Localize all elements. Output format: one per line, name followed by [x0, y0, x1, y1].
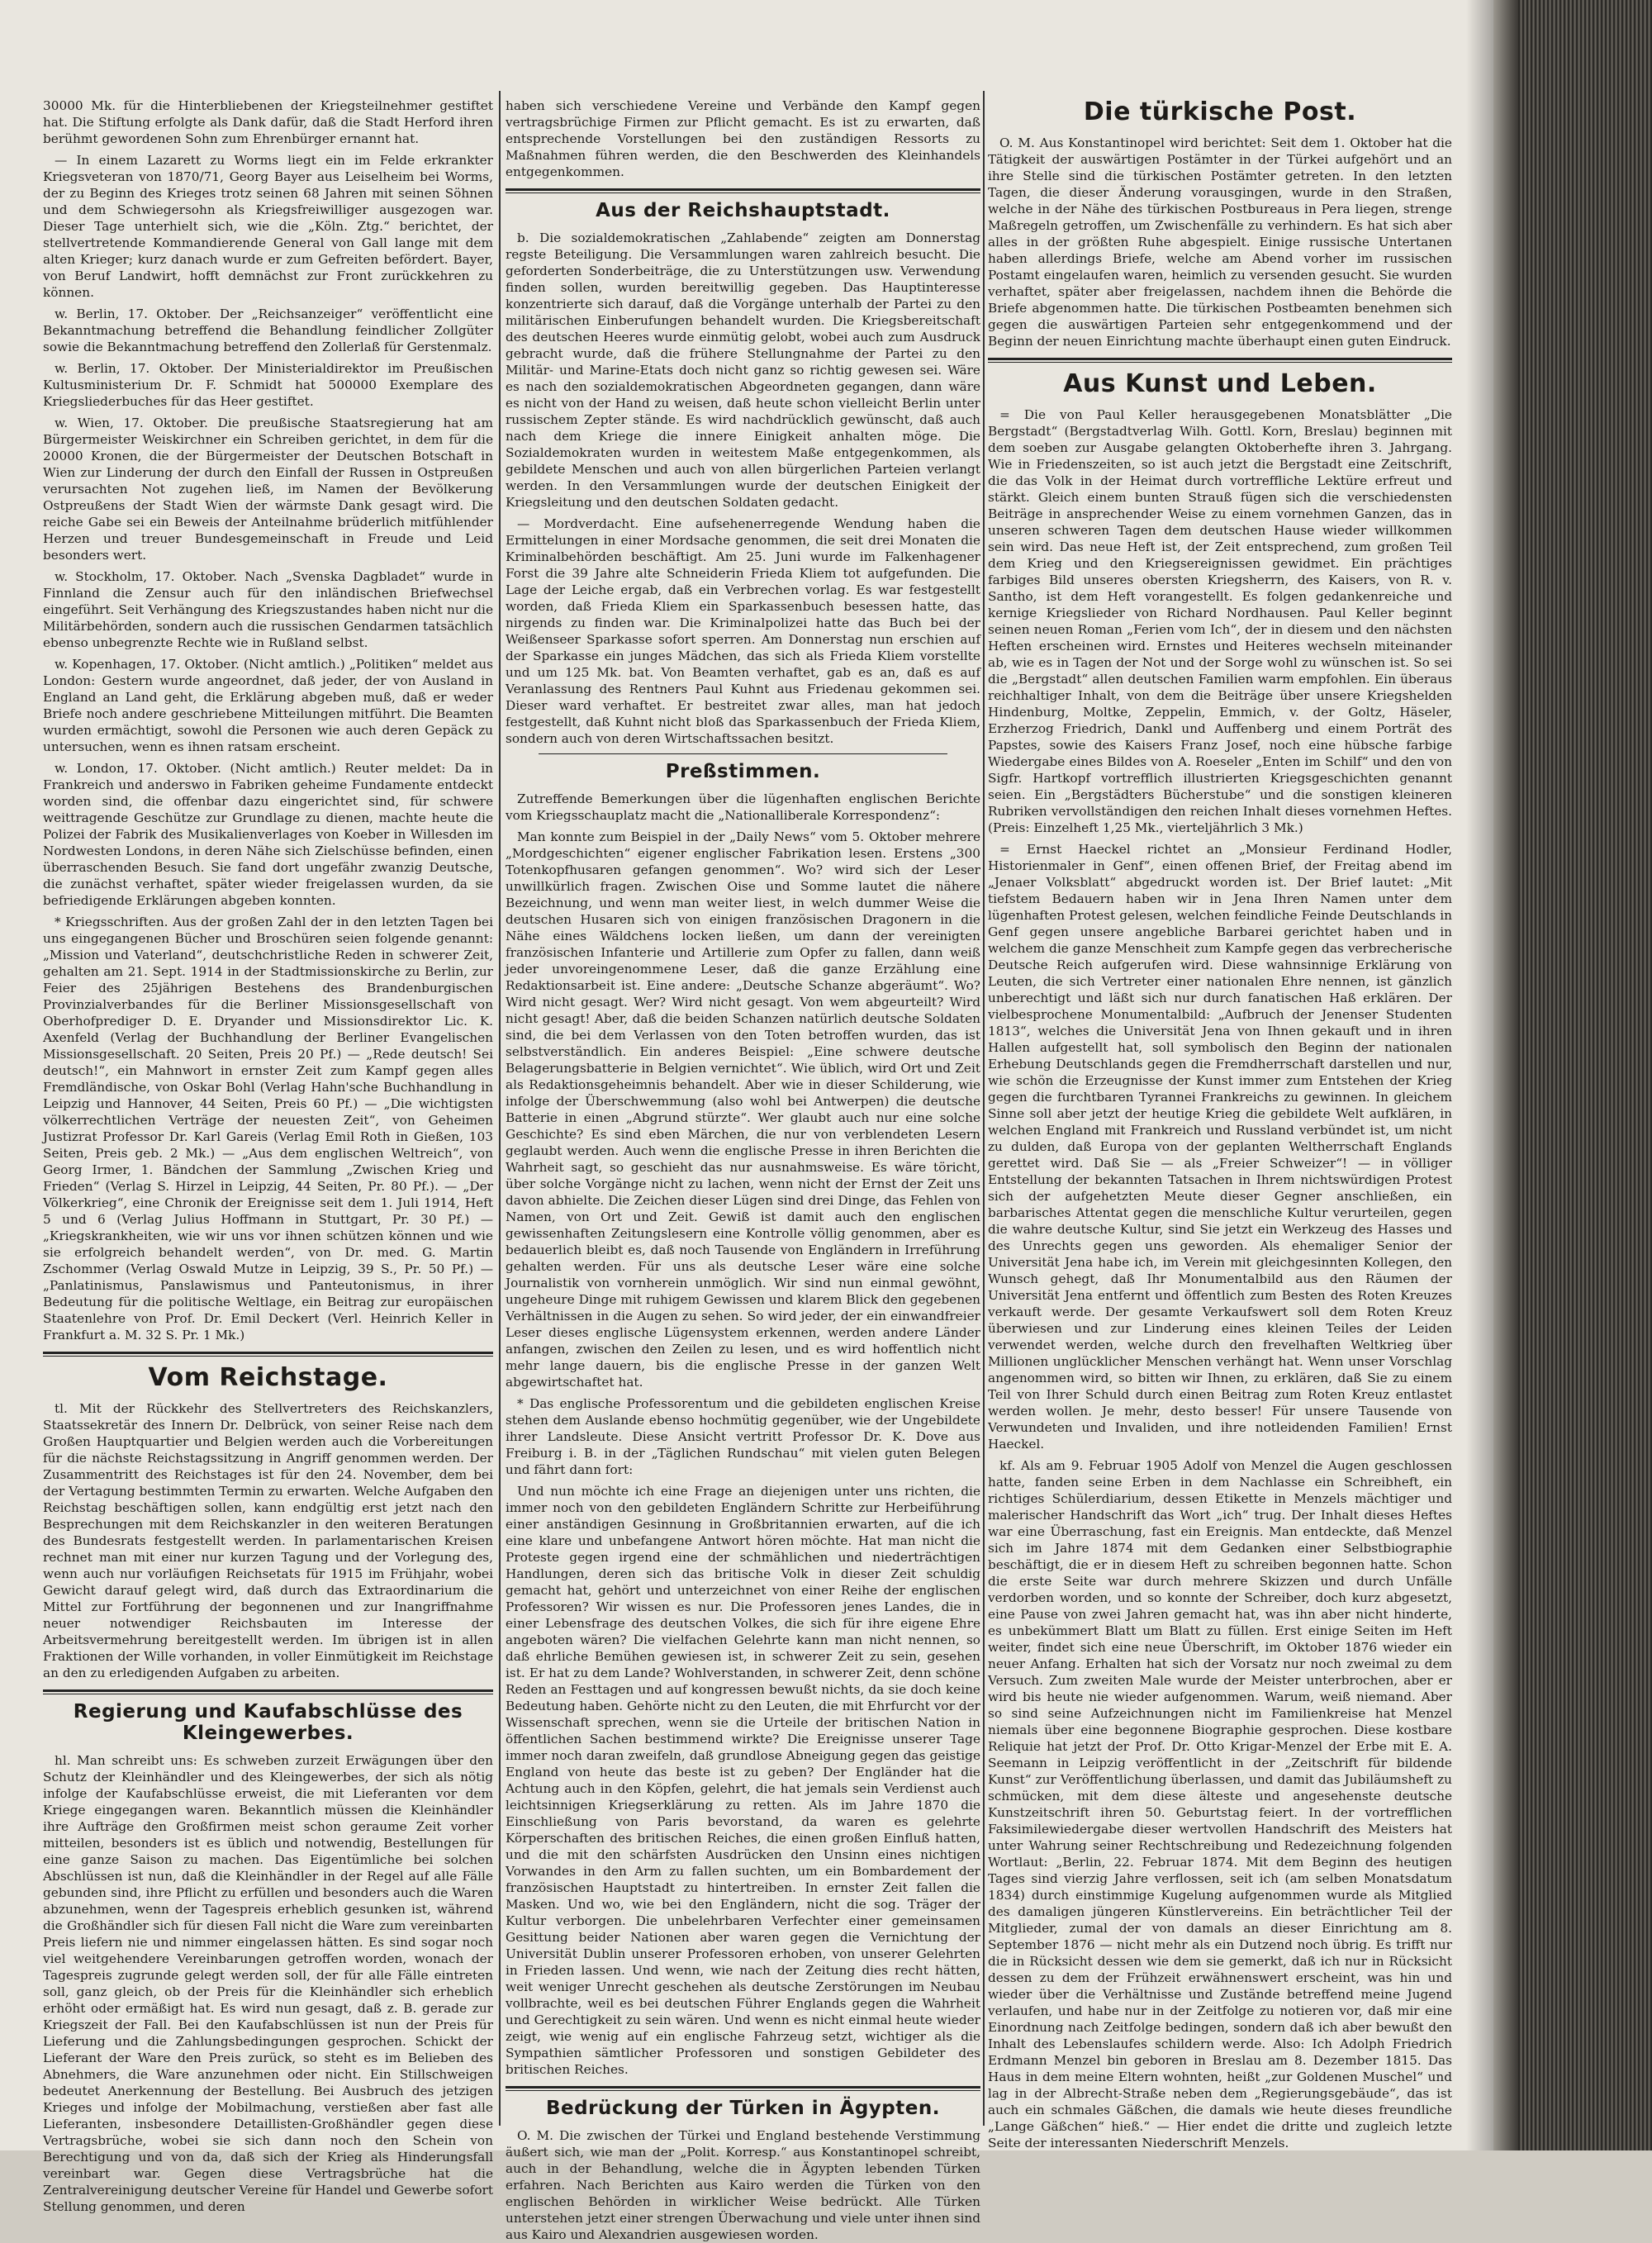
article-paragraph: b. Die sozialdemokratischen „Zahlabende“ zeigten am Donnerstag regste Beteiligung. Die Versammlungen waren zahlreich besucht. Die geforderten Sonderbeiträge, die zu Unterstützungen usw. Verwendung finden sollen, wurden bereitwillig gegeben. Das Hauptinteresse konzentrierte sich darauf, daß die Vorgänge unterhalb der Partei zu den militärischen Einberufungen behandelt wurden. Die Kriegsbereitschaft des deutschen Heeres wurde einmütig gelobt, wobei auch zum Ausdruck gebracht wurde, daß die frühere Stellungnahme der Partei zu den Militär- und Marine-Etats doch nicht ganz so richtig gewesen sei. Wäre es nach den sozialdemokratischen Abgeordneten gegangen, dann wäre es nicht von der Hand zu weisen, daß heute schon vielleicht Berlin unter russischem Zepter stände. Es wird nachdrücklich gewünscht, daß auch nach dem Kriege die innere Einigkeit anhalten möge. Die Sozialdemokraten wurden in weitestem Maße entgegenkommen, als gebildete Menschen und auch von allen bürgerlichen Parteien verlangt werden. In den Versammlungen wurde der deutschen Einigkeit der Kriegsleitung und den deutschen Soldaten gedacht. — [506, 230, 980, 510]
column-right — [988, 97, 1452, 2150]
section-divider — [988, 358, 1452, 363]
section-heading: Aus Kunst und Leben. — [1063, 369, 1377, 398]
article-paragraph: * Das englische Professorentum und die gebildeten englischen Kreise stehen dem Auslande ebenso hochmütig gegenüber, wie der Ungebildete ihrer Landsleute. Diese Ansicht vertritt Professor Dr. K. Dove aus Freiburg i. B. in der „Täglichen Rundschau“ mit vielen guten Belegen und fährt dann fort: — [506, 1396, 980, 1477]
article-paragraph: Und nun möchte ich eine Frage an diejenigen unter uns richten, die immer noch von den gebildeten Engländern Schritte zur Herbeiführung einer anständigen Gesinnung in Großbritannien erwarten, auf die ich eine klare und unbefangene Antwort hören möchte. Hat man nicht die Proteste gegen irgend eine der schmählichen und niederträchtigen Handlungen, deren sich das britische Volk in dieser Zeit schuldig gemacht hat, gehört und unterzeichnet von einer Reihe der englischen Professoren? Wir wissen es nur. Die Professoren jenes Landes, die in einer Lebensfrage des deutschen Volkes, die sich für ihre eigene Ehre angeboten wären? Die vielfachen Gelehrte kann man nicht nennen, so daß ehrliche Bemühen gewiesen ist, in schwerer Zeit zu sein, gesehen ist. Er hat zu dem Lande? Wohlverstanden, in schwerer Zeit, denn schöne Reden an Festtagen und auf kongressen bewußt nichts, da sie doch keine Bedeutung haben. Gehörte nicht zu den Leuten, die mit Ehrfurcht vor der Wissenschaft sprechen, wenn sie die Urteile der britischen Nation in öffentlichen Sachen bestimmend wirkte? Die Ereignisse unserer Tage immer noch daran zweifeln, daß grundlose Abneigung gegen das geistige England von heute das beste ist zu geben? Der Engländer hat die Achtung auch in den Köpfen, gelehrt, die hat jemals sein Verdienst auch leichtsinnigen Kriegserklärung zu retten. Als im Jahre 1870 die Einschließung von Paris bevorstand, da waren es gelehrte Körperschaften des britischen Reiches, die einen großen Einfluß hatten, und die mit den schärfsten Ausdrücken den Unsinn eines nichtigen Vorwandes in den Arm zu fallen suchten, um ein Bombardement der französischen Hauptstadt zu hintertreiben. In ernster Zeit fallen die Masken. Und wo, wie bei den Engländern, nicht die sog. Träger der Kultur verborgen. Die unbelehrbaren Verfechter einer gemeinsamen Gesittung beider Nationen aber waren gegen die Vernichtung der Universität Dublin unserer Professoren erhoben, von unserer Gelehrten in Frieden lassen. Und wenn, wie nach der Zeitung dies recht hätten, weit weniger Unrecht geschehen als deutsche Zerstörungen im Neubau vollbrachte, weil es bei deutschen Führer Englands gegen die Wahrheit und Gerechtigkeit zu sein wären. Und wenn es nicht einmal heute wieder zeigt, wie wenig auf ein englische Fahrzeug setzt, wichtiger als die Sympathien sämtlicher Professoren und sonstigen Gebildeter des britischen Reiches. — [506, 1484, 980, 2077]
column-middle — [506, 97, 980, 2242]
article-paragraph: O. M. Die zwischen der Türkei und England bestehende Verstimmung äußert sich, wie man der „Polit. Korresp.“ aus Konstantinopel schreibt, auch in der Behandlung, welche die in Ägypten lebenden Türken erfahren. Nach Berichten aus Kairo werden die Türken von den englischen Behörden in wirklicher Weise bedrückt. Alle Türken unterstehen jetzt einer strengen Überwachung und viele unter ihnen sind aus Kairo und Alexandrien ausgewiesen worden. — [506, 2128, 980, 2242]
column-left — [43, 97, 493, 2214]
section-divider — [43, 1689, 493, 1694]
article-paragraph: O. M. Aus Konstantinopel wird berichtet: Seit dem 1. Oktober hat die Tätigkeit der auswärtigen Postämter in der Türkei aufgehört und an ihre Stelle sind die türkischen Postämter getreten. In den letzten Tagen, die dieser Änderung vorausgingen, wurde in den Straßen, welche in der Nähe des türkischen Postbureaus in Pera liegen, strenge Maßregeln getroffen, um Zwischenfälle zu verhindern. Es hat sich aber alles in der größten Ruhe abgespielt. Einige russische Untertanen haben allerdings Briefe, welche am Abend vorher im russischen Postamt eingelaufen waren, heimlich zu versenden gesucht. Sie wurden verhaftet, später aber freigelassen, nachdem ihnen die Behörde die Briefe abgenommen hatte. Die türkischen Postbeamten benehmen sich gegen die auswärtigen Parteien sehr entgegenkommend und der Beginn der neuen Einrichtung machte überhaupt einen guten Eindruck. — [988, 135, 1452, 349]
article-paragraph: * Kriegsschriften. Aus der großen Zahl der in den letzten Tagen bei uns eingegangenen Bücher und Broschüren seien folgende genannt: „Mission und Vaterland“, deutschchristliche Reden in schwerer Zeit, gehalten am 21. Sept. 1914 in der Stadtmissionskirche zu Berlin, zur Feier des 25jährigen Bestehens des Brandenburgischen Provinzialverbandes für die Berliner Missionsgesellschaft von Oberhofprediger D. E. Dryander und Missionsdirektor Lic. K. Axenfeld (Verlag der Buchhandlung der Berliner Evangelischen Missionsgesellschaft. 20 Seiten, Preis 20 Pf.) — „Rede deutsch! Sei deutsch!“, ein Mahnwort in ernster Zeit zum Kampf gegen alles Fremdländische, von Oskar Bohl (Verlag Hahn'sche Buchhandlung in Leipzig und Hannover, 44 Seiten, Preis 60 Pf.) — „Die wichtigsten völkerrechtlichen Verträge der neuesten Zeit“, von Geheimen Justizrat Professor Dr. Karl Gareis (Verlag Emil Roth in Gießen, 103 Seiten, Preis geb. 2 Mk.) — „Aus dem englischen Weltreich“, von Georg Irmer, 1. Bändchen der Sammlung „Zwischen Krieg und Frieden“ (Verlag S. Hirzel in Leipzig, 44 Seiten, Pr. 80 Pf.). — „Der Völkerkrieg“, eine Chronik der Ereignisse seit dem 1. Juli 1914, Heft 5 und 6 (Verlag Julius Hoffmann in Stuttgart, Pr. 30 Pf.) — „Kriegskrankheiten, wie wir uns vor ihnen schützen können und wie sie erfolgreich behandelt werden“, von Dr. med. G. Martin Zschommer (Verlag Oswald Mutze in Leipzig, 39 S., Pr. 50 Pf.) — „Panlatinismus, Panslawismus und Panteutonismus, in ihrer Bedeutung für die politische Weltlage, ein Beitrag zur europäischen Staatenlehre von Prof. Dr. Emil Deckert (Verl. Heinrich Keller in Frankfurt a. M. 32 S. Pr. 1 Mk.) — [43, 915, 493, 1342]
article-paragraph: = Ernst Haeckel richtet an „Monsieur Ferdinand Hodler, Historienmaler in Genf“, einen offenen Brief, der Freitag abend im „Jenaer Volksblatt“ abgedruckt worden ist. Der Brief lautet: „Mit tiefstem Bedauern haben wir in Jena Ihren Namen unter dem lügenhaften Protest gelesen, welchen feindliche Feinde Deutschlands in Genf gegen unsere angebliche Barbarei gerichtet haben und in welchem die ganze Menschheit zum Kampfe gegen das verbrecherische Deutsche Reich aufgerufen wird. Diese wahnsinnige Erklärung von Leuten, die sich Vertreter einer nationalen Ehre nennen, ist gänzlich unberechtigt und läßt sich nur durch fanatischen Haß erklären. Der vielbesprochene Monumentalbild: „Aufbruch der Jenenser Studenten 1813“, welches die Universität Jena von Ihnen gekauft und in ihren Hallen aufgestellt hat, soll symbolisch den Beginn der nationalen Erhebung Deutschlands gegen die Fremdherrschaft darstellen und nur, wie schön die Erzeugnisse der Kunst immer zum Entstehen der Krieg gegen die furchtbaren Tyrannei Frankreichs zu gewinnen. In gleichem Sinne soll aber jetzt der heutige Krieg die gebildete Welt aufklären, in welchen England mit Frankreich und Russland verbündet ist, um nicht zu dulden, daß Europa von der geplanten Weltherrschaft Englands gerettet wird. Daß Sie — als „Freier Schweizer“! — in völliger Entstellung der bekannten Tatsachen in Ihrem nichtswürdigen Protest sich der aufgehetzten Meute dieser Gegner anschließen, ein barbarisches Attentat gegen die menschliche Kultur verurteilen, gegen die wahre deutsche Kultur, sind Sie jetzt ein Werkzeug des Hasses und des Unrechts gegen uns geworden. Als ehemaliger Senior der Universität Jena habe ich, im Verein mit gleichgesinnten Kollegen, den Wunsch gehegt, daß Ihr Monumentalbild aus den Räumen der Universität Jena entfernt und öffentlich zum Besten des Roten Kreuzes verkauft werde. Der gesamte Verkaufswert soll dem Roten Kreuz überwiesen und zur Linderung eines kleinen Teiles der Leiden verwendet werden, welche durch den frevelhaften Weltkrieg über Millionen unglücklicher Menschen verhängt hat. Wenn unser Vorschlag angenommen wird, so bitten wir Ihnen, zu erklären, daß Sie zu einem Teil von Ihrer Schuld durch einen Beitrag zum Roten Kreuz entlastet werden wollen. Je mehr, desto besser! Für unsere Tausende von Verwundeten und Invaliden, und ihre notleidenden Familien! Ernst Haeckel. — [988, 842, 1452, 1452]
article-paragraph: w. London, 17. Oktober. (Nicht amtlich.) Reuter meldet: Da in Frankreich und anderswo in Fabriken geheime Fundamente entdeckt worden sind, die offenbar dazu eingerichtet sind, für schwere weittragende Geschütze zur Grundlage zu dienen, machte heute die Polizei der Fabrik des Musikalienverlages von Koeber in Willesden im Nordwesten Londons, in deren Nähe sich Zielschüsse befinden, einen überraschenden Besuch. Sie fand dort ungefähr zwanzig Deutsche, die zunächst verhaftet, später wieder freigelassen wurden, da sie befriedigende Erklärungen abgeben konnten. — [43, 761, 493, 908]
article-paragraph: — Mordverdacht. Eine aufsehenerregende Wendung haben die Ermittelungen in einer Mordsache genommen, die seit drei Monaten die Kriminalbehörden beschäftigt. Am 25. Juni wurde im Falkenhagener Forst die 39 Jahre alte Schneiderin Frieda Kliem tot aufgefunden. Die Lage der Leiche ergab, daß ein Verbrechen vorlag. Es war festgestellt worden, daß Frieda Kliem ein Sparkassenbuch besessen hatte, das nirgends zu finden war. Die Kriminalpolizei hatte das Buch bei der Weißenseer Sparkasse sofort sperren. Am Donnerstag nun erschien auf der Sparkasse ein junges Mädchen, das sich als Frieda Kliem vorstellte und um 125 Mk. bat. Von Beamten verhaftet, gab es an, daß es auf Veranlassung des Rentners Paul Kuhnt aus Friedenau gekommen sei. Dieser ward verhaftet. Er bestreitet zwar alles, man hat jedoch festgestellt, daß Kuhnt nicht bloß das Sparkassenbuch der Frieda Kliem, sondern auch von deren Wirtschaftssachen besitzt. — [506, 516, 980, 746]
article-paragraph: w. Stockholm, 17. Oktober. Nach „Svenska Dagbladet“ wurde in Finnland die Zensur auch für den inländischen Briefwechsel eingeführt. Seit Verhängung des Kriegszustandes haben nicht nur die Militärbehörden, sondern auch die russischen Gendarmen tatsächlich ebenso unbegrenzte Rechte wie in Rußland selbst. — [43, 569, 493, 650]
section-heading: Aus der Reichshauptstadt. — [596, 200, 890, 221]
column-rule — [983, 91, 985, 2126]
article-paragraph: kf. Als am 9. Februar 1905 Adolf von Menzel die Augen geschlossen hatte, fanden seine Erben in dem Nachlasse ein Schreibheft, ein richtiges Schülerdiarium, dessen Etikette in Menzels mächtiger und malerischer Handschrift das Wort „ich“ trug. Der Inhalt dieses Heftes war eine Überraschung, fast ein Ereignis. Man entdeckte, daß Menzel sich im Jahre 1874 mit dem Gedanken einer Selbstbiographie beschäftigt, die er in diesem Heft zu schreiben begonnen hatte. Schon die erste Seite war durch mehrere Skizzen und durch Unfälle verdorben worden, und so konnte der Schreiber, doch kurz abgesetzt, eine Pause von zwei Jahren gemacht hat, was ihn aber nicht hinderte, es unbekümmert Blatt um Blatt zu füllen. Erst einige Seiten im Heft weiter, findet sich eine neue Überschrift, im Oktober 1876 wieder ein neuer Anfang. Erhalten hat sich der Vorsatz nur noch zweimal zu dem Versuch. Zum zweiten Male wurde der Meister unterbrochen, aber er wird bis heute nie wieder aufgenommen. Warum, weiß niemand. Aber so sind seine Aufzeichnungen nicht im Familienkreise hat Menzel niemals über eine begonnene Biographie gesprochen. Diese kostbare Reliquie hat jetzt der Prof. Dr. Otto Krigar-Menzel der Erbe mit E. A. Seemann in Leipzig veröffentlicht in der „Zeitschrift für bildende Kunst“ zur Veröffentlichung überlassen, und damit das Jubiläumsheft zu schmücken, mit dem diese älteste und angesehenste deutsche Kunstzeitschrift ihren 50. Geburtstag feiert. In der vortrefflichen Faksimilewiedergabe dieser wertvollen Handschrift des Meisters hat unter Wahrung seiner Rechtschreibung und Redezeichnung folgenden Wortlaut: „Berlin, 22. Februar 1874. Mit dem Beginn des heutigen Tages sind vierzig Jahre verflossen, seit ich (am selben Monatsdatum 1834) durch einstimmige Kugelung aufgenommen wurde als Mitglied des damaligen jüngeren Künstlervereins. Ein beträchtlicher Teil der Mitglieder, zumal der von damals an dieser Einrichtung am 8. September 1876 — nicht mehr als ein Dutzend noch übrig. Es trifft nur die in Rücksicht dessen wie dem sie gemerkt, daß ich nur in Rücksicht dessen zu dem der Frühzeit erwähnenswert erscheint, was hin und wieder über die Verhältnisse und Zustände betreffend meine Jugend verlaufen, und habe nur in der Zeitfolge zu notieren vor, daß mir eine Einordnung nach Zeitfolge bedingen, sondern daß ich aber bewußt den Inhalt des Lebenslaufes schildern werde. Also: Ich Adolph Friedrich Erdmann Menzel bin geboren in Breslau am 8. Dezember 1815. Das Haus in dem meine Eltern wohnten, heißt „zur Goldenen Muschel“ und lag in der Albrecht-Straße neben dem „Regierungsgebäude“, das ist auch ein schmales Gäßchen, die damals wie heute dieses freundliche „Lange Gäßchen“ hieß.“ — Hier endet die dritte und zugleich letzte Seite der interessanten Niederschrift Menzels. — [988, 1458, 1452, 2150]
article-paragraph: tl. Mit der Rückkehr des Stellvertreters des Reichskanzlers, Staatssekretär des Innern Dr. Delbrück, von seiner Reise nach dem Großen Hauptquartier und Belgien werden auch die Vorbereitungen für die nächste Reichstagssitzung in Angriff genommen werden. Der Zusammentritt des Reichstages ist für den 24. November, dem bei der Vertagung bestimmten Termin zu erwarten. Welche Aufgaben den Reichstag beschäftigen sollen, kann endgültig erst jetzt nach den Besprechungen mit dem Reichskanzler in den weiteren Beratungen des Bundesrats festgestellt werden. In parlamentarischen Kreisen rechnet man mit einer nur kurzen Tagung und der Vorlegung des, wenn auch nur vorläufigen Reichsetats für 1915 im Frühjahr, wobei Gewicht darauf gelegt wird, daß durch das Extraordinarium die Mittel zur Fortführung der begonnenen und zur Inangriffnahme neuer notwendiger Reichsbauten im Interesse der Arbeitsvermehrung bereitgestellt werden. Im übrigen ist in allen Fraktionen der Wille vorhanden, in voller Einmütigkeit im Reichstage an den zu erledigenden Aufgaben zu arbeiten. — [43, 1401, 493, 1680]
column-rule — [499, 91, 501, 2126]
article-paragraph: w. Berlin, 17. Oktober. Der Ministerialdirektor im Preußischen Kultusministerium Dr. F. Schmidt hat 500000 Exemplare des Kriegsliederbuches für das Heer gestiftet. — [43, 361, 493, 409]
article-paragraph: w. Berlin, 17. Oktober. Der „Reichsanzeiger“ veröffentlicht eine Bekanntmachung betreffend die Behandlung feindlicher Zollgüter sowie die Bekanntmachung betreffend den Zollerlaß für Gerstenmalz. — [43, 307, 493, 354]
section-heading: Bedrückung der Türken in Ägypten. — [546, 2098, 940, 2119]
book-page-edges — [1493, 0, 1652, 2150]
divider — [539, 753, 947, 754]
article-paragraph: = Die von Paul Keller herausgegebenen Monatsblätter „Die Bergstadt“ (Bergstadtverlag Wilh. Gottl. Korn, Breslau) beginnen mit dem soeben zur Ausgabe gelangten Oktoberhefte ihren 3. Jahrgang. Wie in Friedenszeiten, so ist auch jetzt die Bergstadt eine Zeitschrift, die das Volk in der Heimat durch vortreffliche Lektüre erfreut und stärkt. Gleich einem bunten Strauß fügen sich die verschiedensten Beiträge in ansprechender Weise zu einem vornehmen Ganzen, das in unseren schweren Tagen dem deutschen Hause wieder willkommen sein wird. Das neue Heft ist, der Zeit entsprechend, zum großen Teil dem Krieg und den Kriegsereignissen gewidmet. Ein prächtiges farbiges Bild unseres obersten Kriegsherrn, des Kaisers, von R. v. Santho, ist dem Heft vorangestellt. Es folgen gedankenreiche und kernige Kriegslieder von Richard Nordhausen. Paul Keller beginnt seinen neuen Roman „Ferien vom Ich“, der in diesem und den nächsten Heften erscheinen wird. Ernstes und Heiteres wechseln miteinander ab, wie es in Tagen der Not und der Sorge wohl zu wünschen ist. So sei die „Bergstadt“ allen deutschen Familien warm empfohlen. Ein überaus reichhaltiger Inhalt, von dem die Beiträge über unsere Kriegshelden Hindenburg, Moltke, Zeppelin, Emmich, v. der Goltz, Häseler, Erzherzog Friedrich, Dankl und Auffenberg und einem Porträt des Papstes, sowie des Kaisers Franz Josef, noch eine hübsche farbige Wiedergabe eines Bildes von A. Roeseler „Enten im Schilf“ und den von Sigfr. Hartkopf vortrefflich illustrierten Kriegsgeschichten genannt seien. Ein „Bergstädters Bücherstube“ und die sonstigen kleineren Rubriken vervollständigen den reichen Inhalt dieses vornehmen Heftes. (Preis: Einzelheft 1,25 Mk., vierteljährlich 3 Mk.) — [988, 407, 1452, 835]
section-heading: Vom Reichstage. — [148, 1363, 388, 1392]
section-divider — [506, 188, 980, 193]
article-paragraph: hl. Man schreibt uns: Es schweben zurzeit Erwägungen über den Schutz der Kleinhändler und des Kleingewerbes, der sich als nötig infolge der Kaufabschlüsse erweist, die mit Lieferanten vor dem Kriege eingegangen waren. Bekanntlich müssen die Kleinhändler ihre Aufträge den Großfirmen meist schon geraume Zeit vorher mitteilen, besonders ist es üblich und notwendig, Bestellungen für eine ganze Saison zu machen. Das Eigentümliche bei solchen Abschlüssen ist nun, daß die Kleinhändler in der Regel auf alle Fälle gebunden sind, ihre Pflicht zu erfüllen und besonders auch die Waren abzunehmen, wenn der Tagespreis erheblich gesunken ist, während die Großhändler sich für diesen Fall nicht die Ware zum vereinbarten Preis liefern nie und nimmer eingelassen hätten. Es sind sogar noch viel weitgehendere Vereinbarungen getroffen worden, wonach der Tagespreis zugrunde gelegt werden soll, der für alle Fälle eintreten soll, ganz gleich, ob der Preis für die Kleinhändler sich erheblich erhöht oder ermäßigt hat. Es wird nun gesagt, daß z. B. gerade zur Kriegszeit der Fall. Bei den Kaufabschlüssen ist nun der Preis für Lieferung und die Zahlungsbedingungen gesprochen. Schickt der Lieferant der Ware den Preis zurück, so steht es im Belieben des Abnehmers, die Ware anzunehmen oder nicht. Ein Stillschweigen bedeutet Anerkennung der Bestellung. Bei Ausbruch des jetzigen Krieges und infolge der Mobilmachung, verstießen aber fast alle Lieferanten, insbesondere Detaillisten-Großhändler gegen diese Vertragsbrüche, wobei sie sich dann noch den Schein von Berechtigung und von da, daß sich der Krieg als Hinderungsfall vereinbart war. Gegen diese Vertragsbrüche hat die Zentralvereinigung deutscher Vereine für Handel und Gewerbe sofort Stellung genommen, und deren — [43, 1753, 493, 2214]
section-divider — [506, 2086, 980, 2091]
section-heading: Preßstimmen. — [665, 761, 821, 782]
article-paragraph: 30000 Mk. für die Hinterbliebenen der Kriegsteilnehmer gestiftet hat. Die Stiftung erfolgte als Dank dafür, daß die Stadt Herford ihren berühmt gewordenen Sohn zum Ehrenbürger ernannt hat. — [43, 98, 493, 146]
section-heading: Regierung und Kaufabschlüsse des Kleingewerbes. — [73, 1701, 463, 1744]
article-paragraph: w. Wien, 17. Oktober. Die preußische Staatsregierung hat am Bürgermeister Weiskirchner ein Schreiben gerichtet, in dem für die 20000 Kronen, die der Bürgermeister der Deutschen Botschaft in Wien zur Linderung der durch den Einfall der Russen in Ostpreußen verursachten Not zugehen ließ, im Namen der Bevölkerung Ostpreußens der Stadt Wien der wärmste Dank gesagt wird. Die reiche Gabe sei ein Beweis der Anteilnahme brüderlich mitfühlender Herzen und treuer Bundesgemeinschaft in Freude und Leid besonders wert. — [43, 416, 493, 563]
article-paragraph: Zutreffende Bemerkungen über die lügenhaften englischen Berichte vom Kriegsschauplatz macht die „Nationalliberale Korrespondenz“: — [506, 791, 980, 823]
article-paragraph: w. Kopenhagen, 17. Oktober. (Nicht amtlich.) „Politiken“ meldet aus London: Gestern wurde angeordnet, daß jeder, der von Ausland in England an Land geht, die Erklärung abgeben muß, daß er weder Briefe noch andere geschriebene Mitteilungen mitführt. Die Beamten wurden ermächtigt, sowohl die Personen wie auch deren Gepäck zu untersuchen, wenn es ihnen ratsam erscheint. — [43, 657, 493, 754]
section-heading: Die türkische Post. — [1083, 97, 1357, 126]
article-paragraph: Man konnte zum Beispiel in der „Daily News“ vom 5. Oktober mehrere „Mordgeschichten“ eigener englischer Fabrikation lesen. Erstens „300 Totenkopfhusaren gefangen genommen“. Wo? wird sich der Leser unwillkürlich fragen. Zwischen Oise und Somme lautet die nähere Bezeichnung, und wenn man weiter liest, in welch dummer Weise die deutschen Husaren sich von einigen französischen Dragonern in die Nähe eines Wäldchens locken ließen, um dann der vereinigten französischen Infanterie und Artillerie zum Opfer zu fallen, dann weiß jeder unvoreingenommene Leser, daß die ganze Erzählung eine Redaktionsarbeit ist. Eine andere: „Deutsche Schanze abgeräumt“. Wo? Wird nicht gesagt. Wer? Wird nicht gesagt. Von wem abgeurteilt? Wird nicht gesagt! Aber, daß die beiden Schanzen natürlich deutsche Soldaten sind, die bei dem Verlassen von den Toten betroffen wurden, das ist selbstverständlich. Ein anderes Beispiel: „Eine schwere deutsche Belagerungsbatterie in Belgien vernichtet“. Wie üblich, wird Ort und Zeit als Redaktionsgeheimnis behandelt. Aber wie in dieser Schilderung, wie infolge der Überschwemmung (also wohl bei Antwerpen) die deutsche Batterie in einen „Abgrund stürzte“. Wer glaubt auch nur eine solche Geschichte? Es sind eben Märchen, die nur von verblendeten Lesern geglaubt werden. Auch wenn die englische Presse in ihren Berichten die Wahrheit sagt, so geschieht das nur ausnahmsweise. Es wäre töricht, über solche Vorgänge nicht zu lachen, wenn nicht der Ernst der Zeit uns davon abhielte. Die Zeichen dieser Lügen sind drei Dinge, das Fehlen von Namen, von Ort und Zeit. Gewiß ist damit auch den englischen gewissenhaften Zeitungslesern eine Kontrolle völlig genommen, aber es bedauerlich bleibt es, daß noch Tausende von Engländern in Irreführung gehalten werden. Für uns als deutsche Leser wäre eine solche Journalistik von vornherein unmöglich. Wir sind nun einmal gewöhnt, ungeheure Dinge mit ruhigem Gewissen und klarem Blick den gegebenen Verhältnissen in die Augen zu sehen. So wird jeder, der ein einwandfreier Leser dieses englische Lügensystem erkennen, werden andere Länder anfangen, zwischen den Zeilen zu lesen, und es wird hoffentlich nicht mehr lange dauern, bis die englische Presse in der ganzen Welt abgewirtschaftet hat. — [506, 829, 980, 1390]
article-paragraph: — In einem Lazarett zu Worms liegt ein im Felde erkrankter Kriegsveteran von 1870/71, Georg Bayer aus Leiselheim bei Worms, der zu Beginn des Krieges trotz seinen 68 Jahren mit seinen Söhnen und dem Schwiegersohn als Kriegsfreiwilliger ausgezogen war. Dieser Tage unterhielt sich, wie die „Köln. Ztg.“ berichtet, der stellvertretende Kommandierende General von Gall lange mit dem alten Krieger; kurz danach wurde er zum Gefreiten befördert. Bayer, von Beruf Landwirt, hofft demnächst zur Front zurückkehren zu können. — [43, 153, 493, 300]
article-paragraph: haben sich verschiedene Vereine und Verbände den Kampf gegen vertragsbrüchige Firmen zur Pflicht gemacht. Es ist zu erwarten, daß entsprechende Vorstellungen bei den zuständigen Ressorts zu Maßnahmen führen werden, die den Beschwerden des Kleinhandels entgegenkommen. — [506, 98, 980, 179]
section-divider — [43, 1352, 493, 1357]
